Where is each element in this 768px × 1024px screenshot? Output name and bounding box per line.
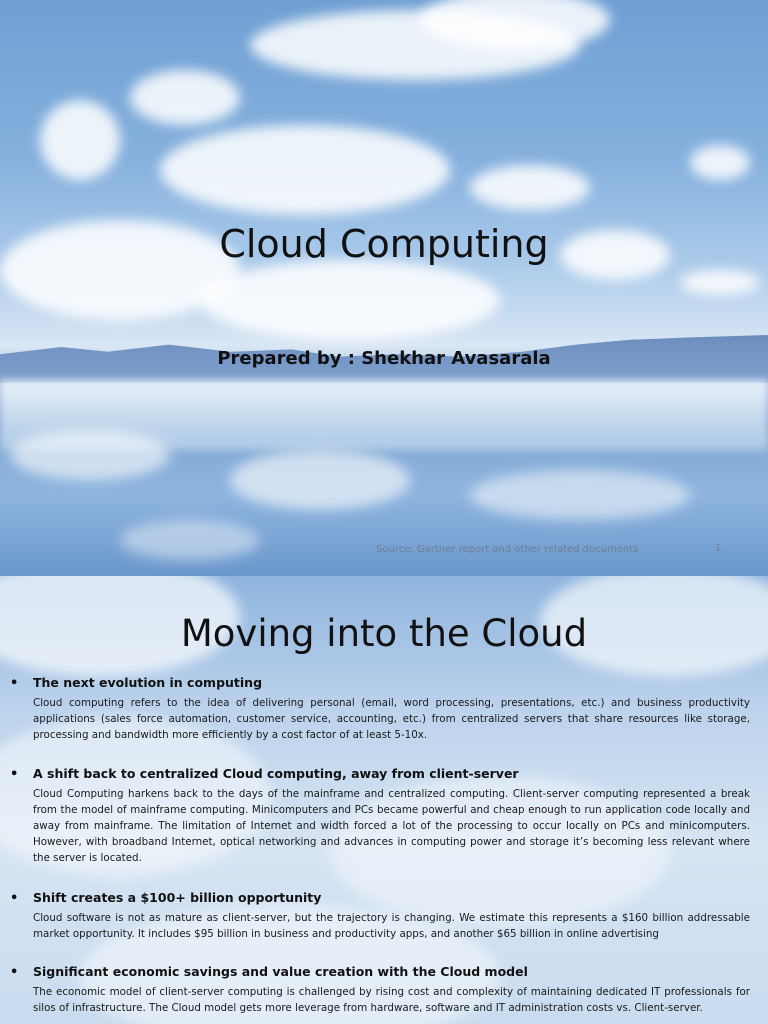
slide-title: Moving into the Cloud bbox=[180, 612, 588, 655]
bullet-item bbox=[10, 964, 750, 1016]
source-note: Source: Gartner report and other related documents bbox=[376, 544, 639, 555]
bullet-dot: • bbox=[10, 676, 19, 691]
bullet-heading: The next evolution in computing bbox=[33, 675, 263, 690]
cloud-shape bbox=[40, 100, 120, 180]
cloud-shape bbox=[680, 270, 760, 295]
bullet-heading: Shift creates a $100+ billion opportunity bbox=[33, 890, 322, 905]
bullet-item bbox=[10, 766, 750, 866]
cloud-shape bbox=[470, 165, 590, 210]
slide-title: Cloud Computing bbox=[219, 222, 549, 266]
bullet-item bbox=[10, 675, 750, 743]
bullet-heading: A shift back to centralized Cloud computing, away from client-server bbox=[33, 766, 519, 781]
bullet-dot: • bbox=[10, 965, 19, 980]
bullet-text: The economic model of client-server computing is challenged by rising cost and complexity of maintaining dedicated IT professionals for silos of infrastructure. The Cloud model gets more leverage from hardware, software and IT administration costs vs. Client-server. bbox=[33, 986, 750, 1014]
author-line: Prepared by : Shekhar Avasarala bbox=[217, 348, 551, 369]
bullet-text: Cloud software is not as mature as client-server, but the trajectory is changing. We estimate this represents a $160 billion addressable market opportunity. It includes $95 billion in business and productivity apps, and another $65 billion in online advertising bbox=[33, 912, 750, 940]
cloud-reflection bbox=[470, 470, 690, 520]
slide-number: 1 bbox=[715, 543, 722, 554]
cloud-reflection bbox=[10, 430, 170, 480]
content-slide bbox=[0, 576, 768, 1024]
bullet-text: Cloud Computing harkens back to the days of the mainframe and centralized computing. Client-server computing represented a break from the model of mainframe computing. Minicomputers and PCs became powerful and cheap enough to run application code locally and away from mainframe. The limitation of Internet and width forced a lot of the processing to occur locally on PCs and minicomputers. However, with broadband Internet, optical networking and advances in computing power and storage it’s becoming less relevant where the server is located. bbox=[33, 788, 750, 864]
cloud-reflection bbox=[230, 450, 410, 510]
cloud-shape bbox=[690, 145, 750, 180]
cloud-shape bbox=[200, 260, 500, 340]
cloud-shape bbox=[130, 70, 240, 125]
bullet-dot: • bbox=[10, 891, 19, 906]
cloud-reflection bbox=[120, 520, 260, 560]
cloud-shape bbox=[160, 125, 450, 215]
bullet-dot: • bbox=[10, 767, 19, 782]
bullet-text: Cloud computing refers to the idea of delivering personal (email, word processing, presentations, etc.) and business productivity applications (sales force automation, customer service, accounting, etc.) from centralized servers that share resources like storage, processing and bandwidth more efficiently by a cost factor of at least 5-10x. bbox=[33, 697, 750, 741]
bullet-item bbox=[10, 890, 750, 942]
bullet-heading: Significant economic savings and value creation with the Cloud model bbox=[33, 964, 528, 979]
